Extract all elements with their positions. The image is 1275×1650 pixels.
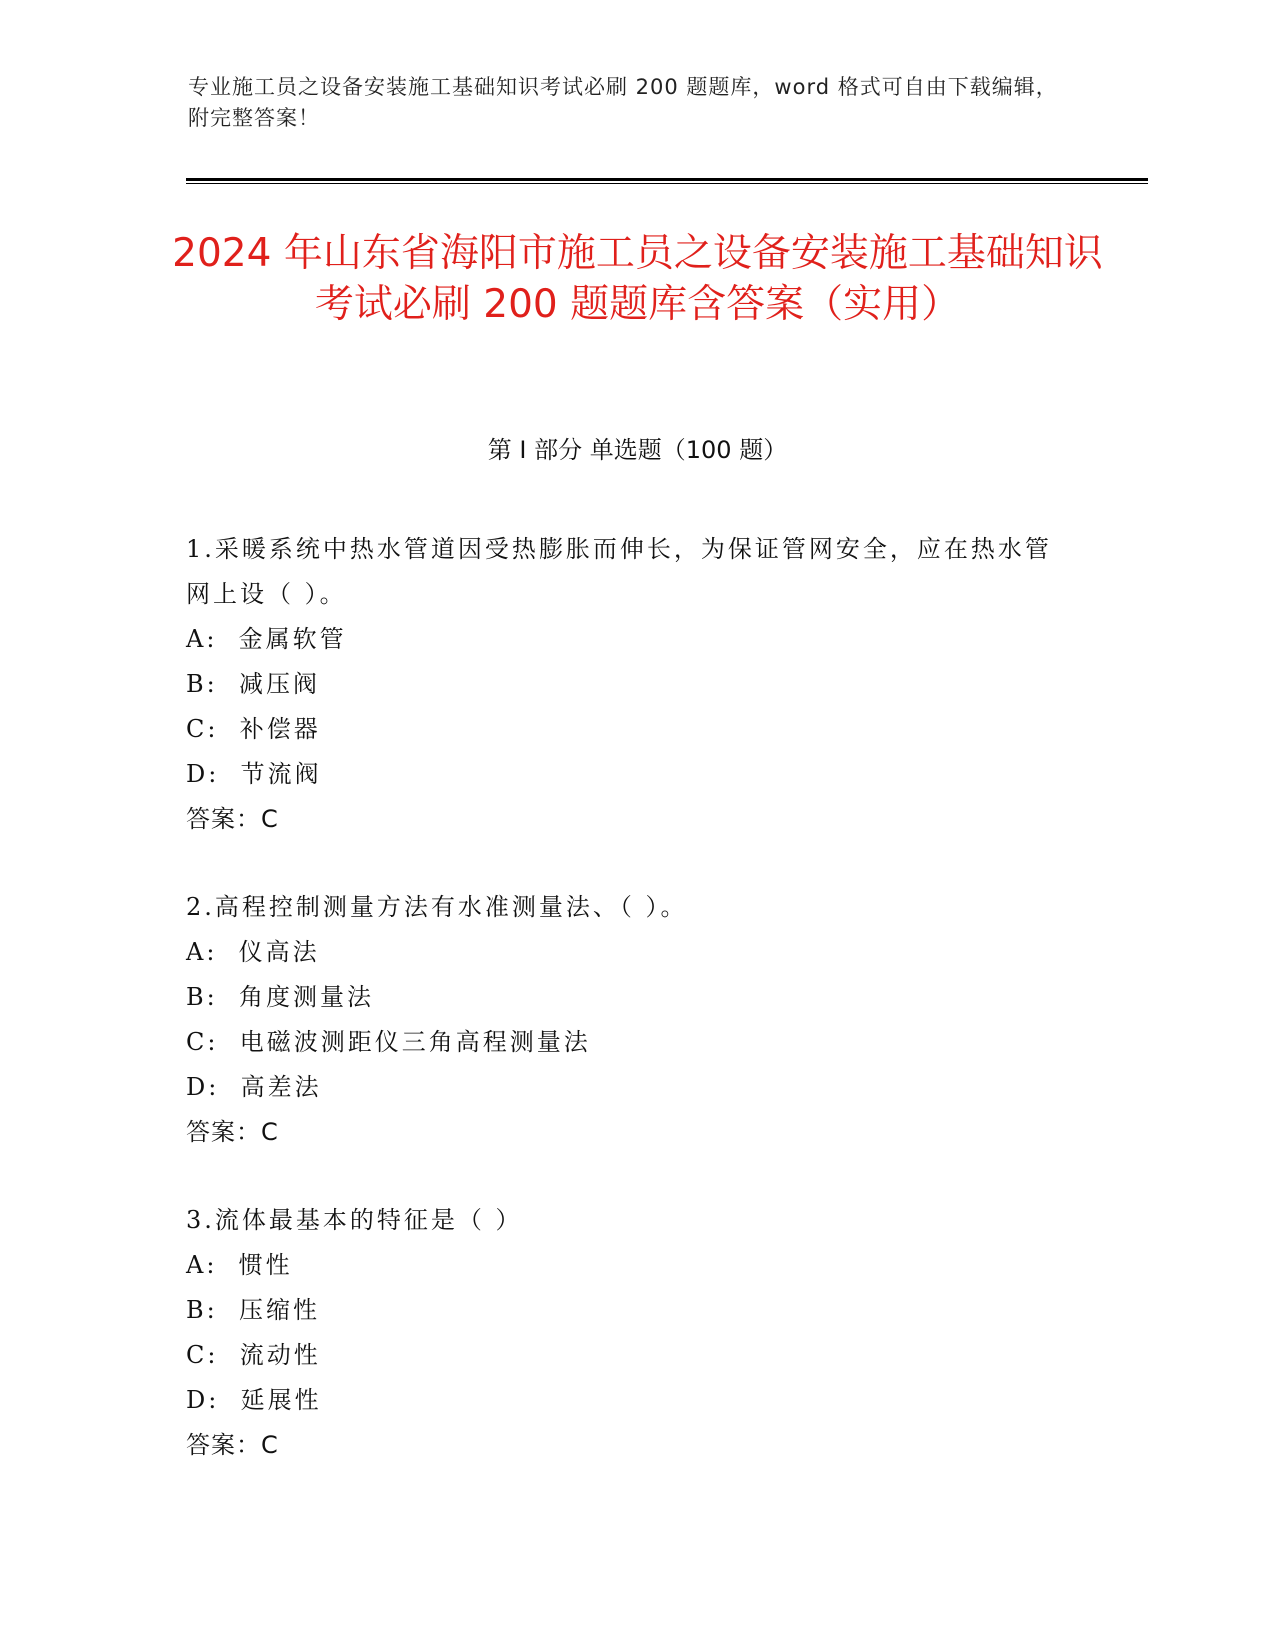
- option-c: C: 电磁波测距仪三角高程测量法: [186, 1028, 591, 1056]
- question-stem: 2.高程控制测量方法有水准测量法、（ ）。: [186, 893, 688, 921]
- answer: 答案：C: [186, 1431, 279, 1459]
- question-list: [186, 527, 1066, 1511]
- option-a: A: 金属软管: [186, 625, 347, 653]
- option-c: C: 补偿器: [186, 715, 321, 743]
- header-divider-thin: [186, 183, 1148, 184]
- document-title: 2024 年山东省海阳市施工员之设备安装施工基础知识考试必刷 200 题题库含答案（实用）: [172, 231, 1103, 327]
- answer: 答案：C: [186, 805, 279, 833]
- header-note: 专业施工员之设备安装施工基础知识考试必刷 200 题题库，word 格式可自由下载编辑，附完整答案！: [188, 75, 1058, 130]
- section-title: 第 I 部分 单选题（100 题）: [487, 436, 788, 464]
- answer: 答案：C: [186, 1118, 279, 1146]
- option-a: A: 惯性: [186, 1251, 293, 1279]
- option-a: A: 仪高法: [186, 938, 320, 966]
- question-1: [186, 527, 1066, 842]
- question-stem: 3.流体最基本的特征是（ ）: [186, 1206, 523, 1234]
- option-d: D: 高差法: [186, 1073, 322, 1101]
- question-stem: 1.采暖系统中热水管道因受热膨胀而伸长，为保证管网安全，应在热水管网上设（ ）。: [186, 535, 1052, 608]
- option-d: D: 延展性: [186, 1386, 322, 1414]
- question-3: [186, 1198, 1066, 1468]
- option-b: B: 减压阀: [186, 670, 320, 698]
- question-2: [186, 885, 1066, 1155]
- header-divider-thick: [186, 178, 1148, 181]
- option-d: D: 节流阀: [186, 760, 322, 788]
- option-b: B: 压缩性: [186, 1296, 320, 1324]
- option-c: C: 流动性: [186, 1341, 321, 1369]
- option-b: B: 角度测量法: [186, 983, 374, 1011]
